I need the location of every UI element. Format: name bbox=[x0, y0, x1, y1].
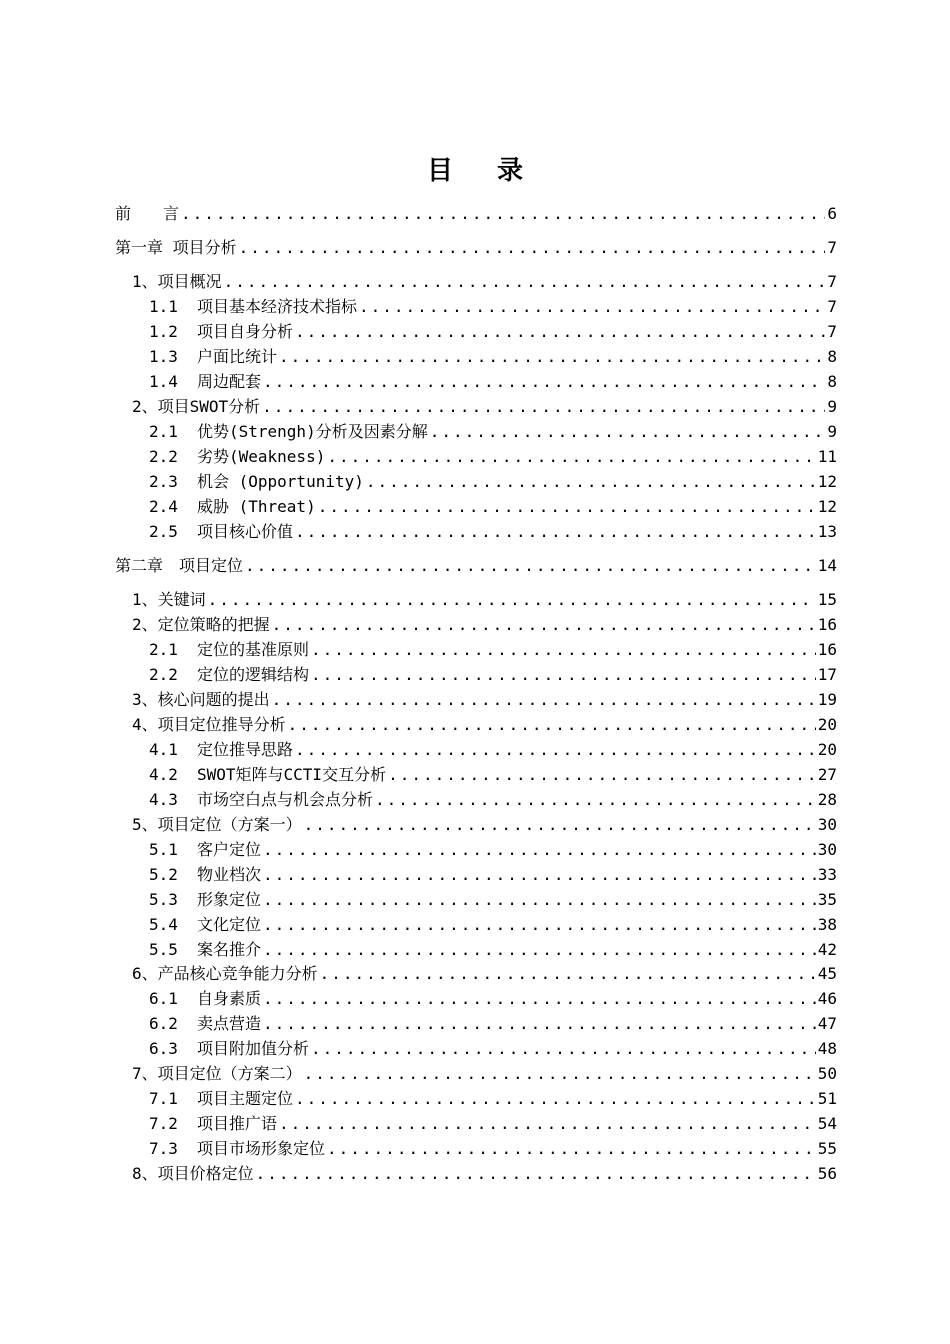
toc-entry-text: 劣势(Weakness) bbox=[197, 447, 326, 466]
dot-leader bbox=[327, 1138, 816, 1160]
dot-leader bbox=[311, 664, 816, 686]
toc-entry-text: 2、项目SWOT分析 bbox=[132, 397, 261, 416]
toc-page-number: 13 bbox=[817, 522, 837, 541]
toc-entry-label bbox=[132, 814, 302, 836]
toc-entry-label bbox=[149, 346, 277, 368]
toc-entry-text: 项目自身分析 bbox=[197, 322, 294, 341]
dot-leader bbox=[304, 1063, 816, 1085]
dot-leader bbox=[295, 1088, 816, 1110]
toc-entry-text: 优势(Strengh)分析及因素分解 bbox=[197, 422, 428, 441]
toc-entry-label bbox=[149, 421, 428, 443]
dot-leader bbox=[318, 496, 816, 518]
toc-entry-text: SWOT矩阵与CCTI交互分析 bbox=[197, 765, 387, 784]
toc-page-number: 7 bbox=[827, 322, 837, 341]
toc-page-number: 7 bbox=[827, 272, 837, 291]
dot-leader bbox=[288, 714, 816, 736]
toc-page-number: 50 bbox=[817, 1064, 837, 1083]
toc-entry[interactable] bbox=[115, 237, 837, 259]
toc-page-number: 30 bbox=[817, 840, 837, 859]
toc-entry-label bbox=[149, 1138, 325, 1160]
toc-page-number: 27 bbox=[817, 765, 837, 784]
dot-leader bbox=[279, 346, 825, 368]
toc-entry-text: 3、核心问题的提出 bbox=[132, 690, 270, 709]
toc-entry[interactable] bbox=[132, 814, 837, 836]
toc-entry-text: 项目推广语 bbox=[197, 1114, 278, 1133]
dot-leader bbox=[263, 889, 816, 911]
toc-entry-text: 物业档次 bbox=[197, 865, 262, 884]
toc-entry[interactable] bbox=[132, 689, 837, 711]
toc-page-number: 12 bbox=[817, 472, 837, 491]
dot-leader bbox=[359, 296, 825, 318]
dot-leader bbox=[181, 203, 825, 225]
toc-entry-label bbox=[149, 889, 261, 911]
toc-entry-label bbox=[149, 296, 357, 318]
toc-entry-number: 2.5 bbox=[149, 522, 178, 541]
toc-entry-text: 项目市场形象定位 bbox=[197, 1139, 326, 1158]
toc-entry-number: 5.4 bbox=[149, 915, 178, 934]
toc-entry[interactable] bbox=[132, 1063, 837, 1085]
dot-leader bbox=[263, 1013, 816, 1035]
page-title bbox=[0, 150, 950, 187]
toc-entry-number: 7.2 bbox=[149, 1114, 178, 1133]
toc-page-number: 38 bbox=[817, 915, 837, 934]
dot-leader bbox=[263, 864, 816, 886]
dot-leader bbox=[208, 589, 816, 611]
toc-page-number: 47 bbox=[817, 1014, 837, 1033]
toc-entry-number: 1.3 bbox=[149, 347, 178, 366]
toc-entry[interactable] bbox=[149, 939, 837, 961]
toc-entry-number: 1.1 bbox=[149, 297, 178, 316]
dot-leader bbox=[295, 739, 816, 761]
toc-page-number: 28 bbox=[817, 790, 837, 809]
toc-page-number: 45 bbox=[817, 964, 837, 983]
toc-entry-text: 项目附加值分析 bbox=[197, 1039, 310, 1058]
toc-entry-number: 2.2 bbox=[149, 447, 178, 466]
dot-leader bbox=[304, 814, 816, 836]
toc-entry[interactable] bbox=[149, 1138, 837, 1160]
toc-entry-number: 2.1 bbox=[149, 422, 178, 441]
dot-leader bbox=[263, 839, 816, 861]
dot-leader bbox=[256, 1163, 816, 1185]
toc-entry-text: 第二章 项目定位 bbox=[115, 556, 244, 575]
toc-entry-label bbox=[149, 739, 293, 761]
toc-page-number: 54 bbox=[817, 1114, 837, 1133]
toc-page-number: 9 bbox=[827, 422, 837, 441]
toc-page-number: 9 bbox=[827, 397, 837, 416]
toc-entry-label bbox=[149, 988, 261, 1010]
toc-entry[interactable] bbox=[149, 521, 837, 543]
toc-entry-label bbox=[132, 396, 260, 418]
toc-entry-number: 5.3 bbox=[149, 890, 178, 909]
dot-leader bbox=[263, 988, 816, 1010]
dot-leader bbox=[430, 421, 826, 443]
toc-page-number: 17 bbox=[817, 665, 837, 684]
toc-entry-number: 4.2 bbox=[149, 765, 178, 784]
toc-entry-label bbox=[149, 789, 373, 811]
toc-page-number: 51 bbox=[817, 1089, 837, 1108]
toc-entry-number: 7.1 bbox=[149, 1089, 178, 1108]
toc-entry-label bbox=[149, 446, 325, 468]
toc-page-number: 20 bbox=[817, 715, 837, 734]
toc-page-number: 6 bbox=[827, 204, 837, 223]
toc-entry[interactable] bbox=[149, 446, 837, 468]
toc-entry-number: 4.3 bbox=[149, 790, 178, 809]
toc-page-number: 8 bbox=[827, 347, 837, 366]
toc-entry-text: 6、产品核心竞争能力分析 bbox=[132, 964, 318, 983]
toc-entry-label bbox=[149, 521, 293, 543]
dot-leader bbox=[327, 446, 815, 468]
toc-entry-number: 2.2 bbox=[149, 665, 178, 684]
toc-entry-label bbox=[149, 1088, 293, 1110]
toc-entry-text: 定位的基准原则 bbox=[197, 640, 310, 659]
toc-entry-label bbox=[149, 939, 261, 961]
toc-entry[interactable] bbox=[132, 714, 837, 736]
toc-entry-number: 1.4 bbox=[149, 372, 178, 391]
dot-leader bbox=[263, 371, 825, 393]
toc-page-number: 30 bbox=[817, 815, 837, 834]
toc-entry-number: 6.3 bbox=[149, 1039, 178, 1058]
toc-page-number: 14 bbox=[817, 556, 837, 575]
toc-entry-text: 客户定位 bbox=[197, 840, 262, 859]
dot-leader bbox=[224, 271, 826, 293]
toc-entry-text: 形象定位 bbox=[197, 890, 262, 909]
toc-page-number: 42 bbox=[817, 940, 837, 959]
toc-entry-label bbox=[132, 1063, 302, 1085]
toc-entry-text: 市场空白点与机会点分析 bbox=[197, 790, 374, 809]
toc-entry-text: 项目核心价值 bbox=[197, 522, 294, 541]
toc-entry-text: 定位推导思路 bbox=[197, 740, 294, 759]
toc-entry-label bbox=[149, 864, 261, 886]
toc-entry-number: 7.3 bbox=[149, 1139, 178, 1158]
dot-leader bbox=[272, 614, 816, 636]
toc-page-number: 20 bbox=[817, 740, 837, 759]
toc-entry-text: 定位的逻辑结构 bbox=[197, 665, 310, 684]
toc-entry-label bbox=[132, 714, 286, 736]
toc-entry[interactable] bbox=[149, 421, 837, 443]
toc-entry-text: 2、定位策略的把握 bbox=[132, 615, 270, 634]
toc-page-number: 55 bbox=[817, 1139, 837, 1158]
toc-entry[interactable] bbox=[149, 988, 837, 1010]
toc-entry[interactable] bbox=[149, 1113, 837, 1135]
toc-entry-label bbox=[132, 614, 270, 636]
toc-entry-label bbox=[149, 914, 261, 936]
toc-entry-number: 6.1 bbox=[149, 989, 178, 1008]
toc-entry-text: 前 言 bbox=[115, 204, 180, 223]
toc-entry-label bbox=[132, 589, 206, 611]
toc-page-number: 19 bbox=[817, 690, 837, 709]
toc-entry-label bbox=[149, 639, 309, 661]
toc-entry-text: 卖点营造 bbox=[197, 1014, 262, 1033]
toc-entry-text: 项目基本经济技术指标 bbox=[197, 297, 358, 316]
toc-entry[interactable] bbox=[149, 639, 837, 661]
toc-entry-label bbox=[149, 764, 386, 786]
toc-entry-label bbox=[132, 1163, 254, 1185]
toc-entry-label bbox=[149, 471, 364, 493]
toc-entry-text: 7、项目定位（方案二） bbox=[132, 1064, 302, 1083]
toc-entry[interactable] bbox=[149, 496, 837, 518]
dot-leader bbox=[311, 1038, 816, 1060]
dot-leader bbox=[375, 789, 816, 811]
toc-page-number: 7 bbox=[827, 238, 837, 257]
dot-leader bbox=[311, 639, 816, 661]
toc-entry-text: 机会 (Opportunity) bbox=[197, 472, 364, 491]
toc-entry[interactable] bbox=[149, 914, 837, 936]
toc-page-number: 7 bbox=[827, 297, 837, 316]
toc-entry[interactable] bbox=[115, 555, 837, 577]
toc-entry[interactable] bbox=[132, 614, 837, 636]
toc-entry-text: 案名推介 bbox=[197, 940, 262, 959]
toc-entry-text: 5、项目定位（方案一） bbox=[132, 815, 302, 834]
toc-entry[interactable] bbox=[149, 864, 837, 886]
toc-entry-label bbox=[149, 1013, 261, 1035]
toc-entry[interactable] bbox=[149, 321, 837, 343]
toc-entry-text: 4、项目定位推导分析 bbox=[132, 715, 286, 734]
toc-entry-text: 户面比统计 bbox=[197, 347, 278, 366]
dot-leader bbox=[263, 939, 816, 961]
toc-entry[interactable] bbox=[115, 203, 837, 225]
toc-entry[interactable] bbox=[149, 764, 837, 786]
toc-entry-text: 1、项目概况 bbox=[132, 272, 222, 291]
toc-entry-number: 5.2 bbox=[149, 865, 178, 884]
toc-entry[interactable] bbox=[149, 346, 837, 368]
toc-page-number: 15 bbox=[817, 590, 837, 609]
dot-leader bbox=[245, 555, 816, 577]
toc-entry-text: 项目主题定位 bbox=[197, 1089, 294, 1108]
toc-entry[interactable] bbox=[149, 371, 837, 393]
toc-page-number: 33 bbox=[817, 865, 837, 884]
toc-entry-text: 周边配套 bbox=[197, 372, 262, 391]
toc-entry-label bbox=[149, 321, 293, 343]
toc-entry-number: 6.2 bbox=[149, 1014, 178, 1033]
dot-leader bbox=[239, 237, 826, 259]
toc-page-number: 11 bbox=[817, 447, 837, 466]
dot-leader bbox=[320, 963, 816, 985]
toc-entry[interactable] bbox=[132, 1163, 837, 1185]
toc-entry[interactable] bbox=[149, 296, 837, 318]
toc-entry-label bbox=[132, 963, 318, 985]
dot-leader bbox=[279, 1113, 816, 1135]
toc-entry-label bbox=[149, 371, 261, 393]
toc-entry-number: 2.1 bbox=[149, 640, 178, 659]
toc-entry-label bbox=[115, 203, 179, 225]
toc-page-number: 48 bbox=[817, 1039, 837, 1058]
dot-leader bbox=[295, 521, 816, 543]
toc-entry-text: 文化定位 bbox=[197, 915, 262, 934]
toc-entry[interactable] bbox=[149, 1013, 837, 1035]
dot-leader bbox=[295, 321, 825, 343]
toc-entry-label bbox=[132, 689, 270, 711]
toc-entry[interactable] bbox=[132, 271, 837, 293]
toc-entry-text: 威胁 (Threat) bbox=[197, 497, 316, 516]
toc-entry[interactable] bbox=[149, 839, 837, 861]
toc-entry[interactable] bbox=[149, 889, 837, 911]
toc-entry[interactable] bbox=[149, 1088, 837, 1110]
dot-leader bbox=[263, 914, 816, 936]
toc-entry-text: 第一章 项目分析 bbox=[115, 238, 237, 257]
dot-leader bbox=[262, 396, 825, 418]
toc-entry-label bbox=[115, 555, 243, 577]
toc-entry-text: 自身素质 bbox=[197, 989, 262, 1008]
toc-entry-text: 8、项目价格定位 bbox=[132, 1164, 254, 1183]
dot-leader bbox=[388, 764, 816, 786]
dot-leader bbox=[272, 689, 816, 711]
toc-entry[interactable] bbox=[132, 963, 837, 985]
toc-entry-number: 1.2 bbox=[149, 322, 178, 341]
toc-entry[interactable] bbox=[149, 789, 837, 811]
toc-page-number: 46 bbox=[817, 989, 837, 1008]
toc-entry[interactable] bbox=[149, 1038, 837, 1060]
toc-entry-text: 1、关键词 bbox=[132, 590, 206, 609]
toc-entry-label bbox=[149, 496, 316, 518]
toc-entry-number: 2.4 bbox=[149, 497, 178, 516]
toc-entry-label bbox=[115, 237, 237, 259]
toc-page-number: 16 bbox=[817, 640, 837, 659]
toc-entry-label bbox=[132, 271, 222, 293]
toc-entry[interactable] bbox=[132, 396, 837, 418]
toc-entry-number: 2.3 bbox=[149, 472, 178, 491]
toc-entry[interactable] bbox=[149, 664, 837, 686]
toc-page-number: 16 bbox=[817, 615, 837, 634]
toc-entry-number: 5.1 bbox=[149, 840, 178, 859]
toc-page-number: 8 bbox=[827, 372, 837, 391]
toc-entry[interactable] bbox=[149, 471, 837, 493]
toc-page-number: 35 bbox=[817, 890, 837, 909]
toc-entry-label bbox=[149, 1113, 277, 1135]
toc-page-number: 12 bbox=[817, 497, 837, 516]
title-char-right: 录 bbox=[497, 156, 524, 186]
toc-page-number: 56 bbox=[817, 1164, 837, 1183]
toc-entry-number: 4.1 bbox=[149, 740, 178, 759]
toc-entry-label bbox=[149, 839, 261, 861]
toc-entry-number: 5.5 bbox=[149, 940, 178, 959]
dot-leader bbox=[366, 471, 816, 493]
toc-entry[interactable] bbox=[132, 589, 837, 611]
toc-entry-label bbox=[149, 1038, 309, 1060]
toc-entry-label bbox=[149, 664, 309, 686]
title-char-left: 目 bbox=[426, 156, 453, 186]
toc-entry[interactable] bbox=[149, 739, 837, 761]
